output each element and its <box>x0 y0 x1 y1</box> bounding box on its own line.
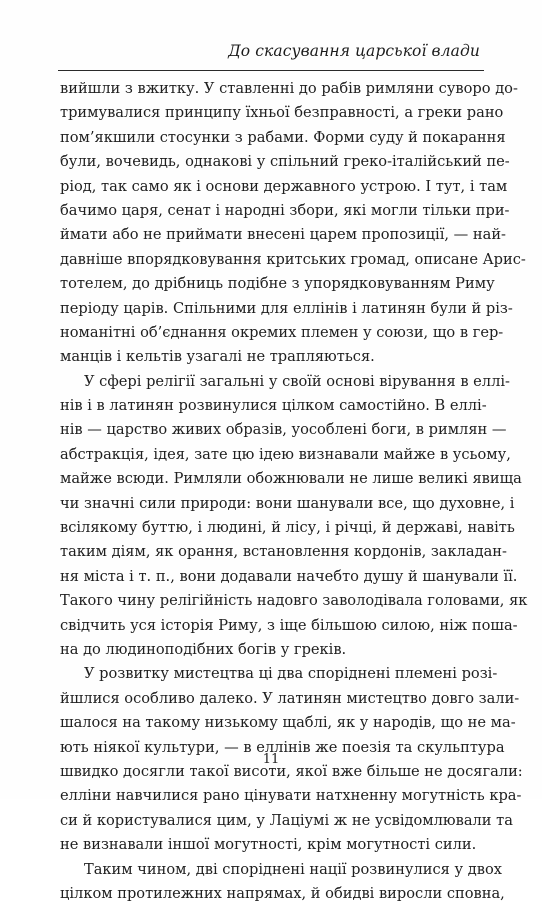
text-line: вийшли з вжитку. У ставленні до рабів римляни суворо до- <box>60 80 518 97</box>
page-number: 11 <box>262 752 280 767</box>
text-line: бачимо царя, сенат і народні збори, які могли тільки при- <box>60 201 510 219</box>
text-line: нів і в латинян розвинулися цілком самостійно. В еллі- <box>60 397 487 415</box>
text-line: ють ніякої культури, — в еллінів же поезія та скульптура <box>60 738 505 756</box>
text-line: давніше впорядковування критських громад, описане Арис- <box>60 250 526 268</box>
text-line: таким діям, як орання, встановлення кордонів, закладан- <box>60 543 507 561</box>
text-line: ймати або не приймати внесені царем пропозиції, — най- <box>60 226 506 244</box>
text-line: манців і кельтів узагалі не трапляються. <box>60 348 375 366</box>
text-line: У розвитку мистецтва ці два споріднені племені розі- <box>84 665 498 683</box>
text-line: шалося на такому низькому щаблі, як у народів, що не ма- <box>60 714 516 732</box>
text-line: швидко досягли такої висоти, якої вже більше не досягали: <box>60 762 523 780</box>
text-line: періоду царів. Спільними для еллінів і латинян були й різ- <box>60 299 513 317</box>
text-line: елліни навчилися рано цінувати натхненну могутність кра- <box>60 787 522 805</box>
text-line: Такого чину релігійність надовго заволодівала головами, як <box>60 592 528 610</box>
running-head: До скасування царської влади <box>228 42 480 60</box>
text-line: йшлися особливо далеко. У латинян мистецтво довго зали- <box>60 689 520 707</box>
text-line: чи значні сили природи: вони шанували все, що духовне, і <box>60 494 515 512</box>
text-line: пом’якшили стосунки з рабами. Форми суду й покарання <box>60 128 506 146</box>
text-line: майже всюди. Римляли обожнювали не лише великі явища <box>60 470 522 488</box>
text-line: Таким чином, дві споріднені нації розвинулися у двох <box>84 860 502 878</box>
text-line: на до людиноподібних богів у греків. <box>60 640 347 658</box>
text-line: свідчить уся історія Риму, з іще більшою силою, ніж поша- <box>60 616 518 634</box>
text-line: У сфері релігії загальні у своїй основі вірування в еллі- <box>84 372 510 390</box>
text-line: нів — царство живих образів, уособлені боги, в римлян — <box>60 421 507 439</box>
text-line: всілякому буттю, і людині, й лісу, і річці, й державі, навіть <box>60 519 515 537</box>
text-line: тримувалися принципу їхньої безправності, а греки рано <box>60 104 504 122</box>
body-text <box>60 77 528 906</box>
text-line: си й користувалися цим, у Лаціумі ж не усвідомлювали та <box>60 811 513 829</box>
text-line: були, вочевидь, однакові у спільний греко-італійський пе- <box>60 153 510 171</box>
text-line: ріод, так само як і основи державного устрою. І тут, і там <box>60 177 508 195</box>
text-line: абстракція, ідея, зате цю ідею визнавали майже в усьому, <box>60 445 511 463</box>
text-line: номанітні об’єднання окремих племен у союзи, що в гер- <box>60 323 504 341</box>
header-rule <box>58 70 484 71</box>
text-line: ня міста і т. п., вони додавали начебто душу й шанували її. <box>60 567 518 585</box>
text-line: не визнавали іншої могутності, крім могутності сили. <box>60 836 477 854</box>
text-line: тотелем, до дрібниць подібне з упорядковуванням Риму <box>60 275 495 293</box>
text-line: цілком протилежних напрямах, й обидві виросли сповна, <box>60 884 505 902</box>
